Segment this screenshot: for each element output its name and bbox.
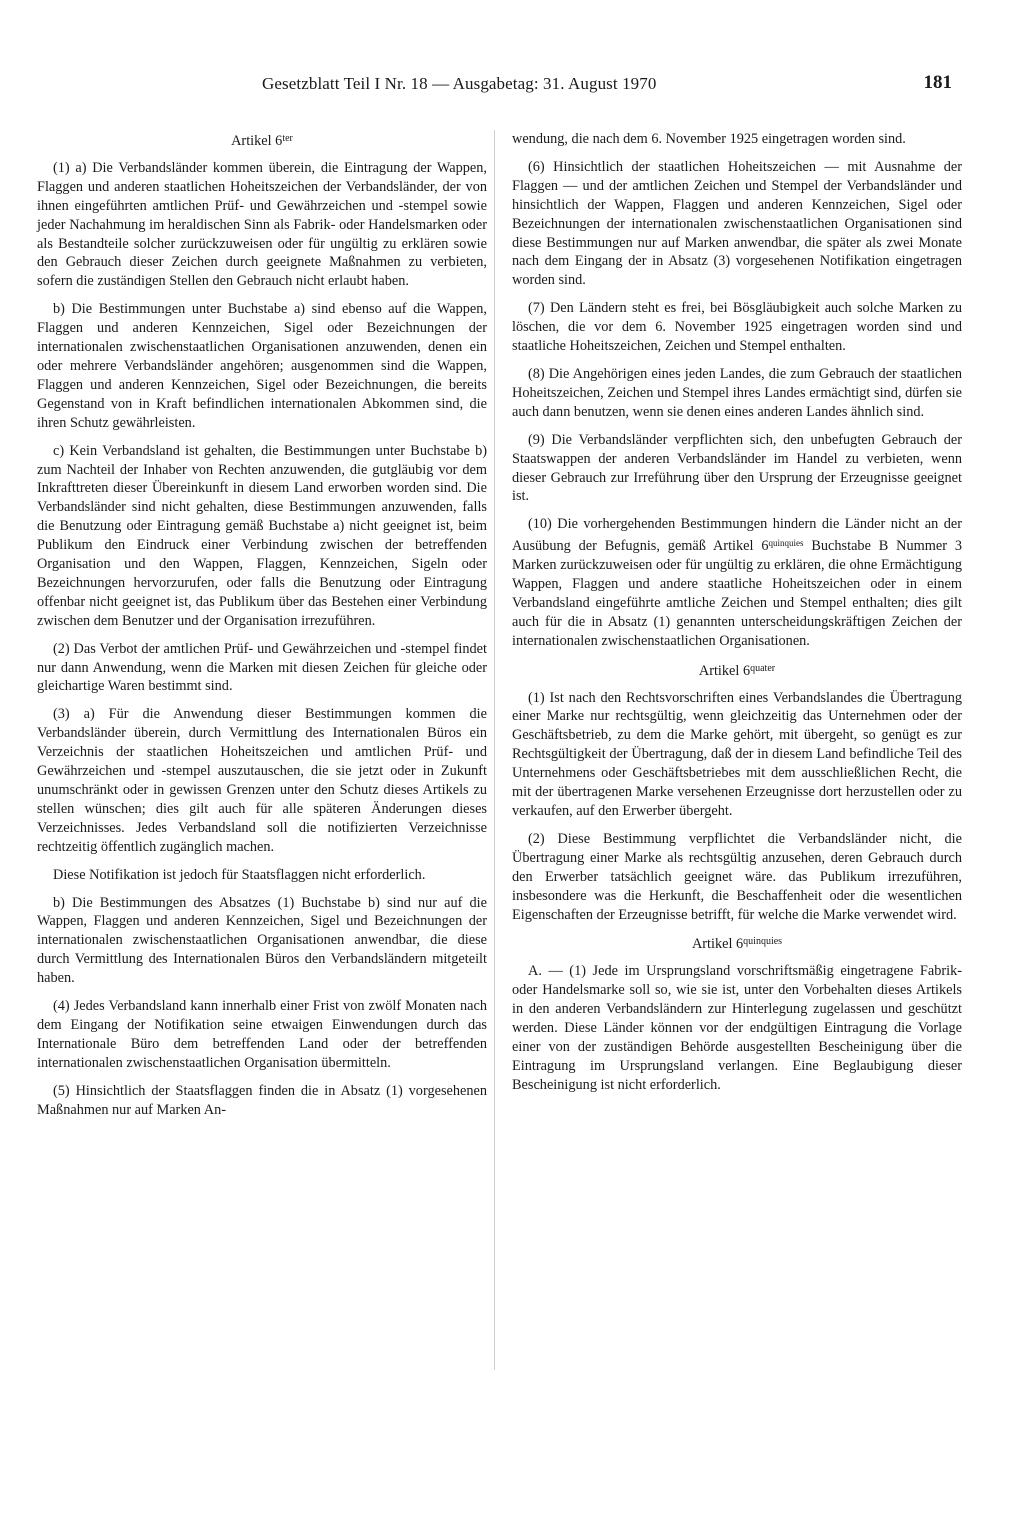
paragraph: b) Die Bestimmungen unter Buchstabe a) sind ebenso auf die Wappen, Flaggen und anderen Kennzeichen, Sigel oder Bezeichnungen der internationalen zwischenstaatlichen Organisationen anzuwenden, denen ein oder mehrere Verbandsländer angehören; ausgenommen sind die Wappen, Flaggen und anderen Kennzeichen, Sigel oder Bezeichnungen, die bereits Gegenstand von in Kraft befindlichen internationalen Abkommen sind, die ihren Schutz gewährleisten.: [37, 301, 487, 431]
paragraph: (2) Das Verbot der amtlichen Prüf- und Gewährzeichen und -stempel findet nur dann Anwendung, wenn die Marken mit diesen Zeichen für gleiche oder gleichartige Waren bestimmt sind.: [37, 640, 487, 695]
article-heading-text: Artikel 6: [698, 662, 751, 679]
left-column: [37, 130, 487, 1129]
paragraph: (1) Ist nach den Rechtsvorschriften eines Verbandslandes die Übertragung einer Marke nur rechtsgültig, wenn gleichzeitig das Unternehmen oder der Geschäftsbetrieb, zu dem die Marke gehört, mit übergeht, so genügt es zur Rechtsgültigkeit der Übertragung, daß der in diesem Land befindliche Teil des Unternehmens oder Geschäftsbetriebes mit dem ausschließlichen Recht, die mit der übertragenen Marke versehenen Erzeugnisse dort herzustellen oder zu verkaufen, auf den Erwerber übergeht.: [512, 689, 962, 819]
article-heading-text: Artikel 6: [231, 133, 283, 149]
page-header: [0, 0, 1024, 100]
article-heading-6quater: [512, 660, 962, 681]
paragraph: (1) a) Die Verbandsländer kommen überein, die Eintragung der Wappen, Flaggen und anderen staatlichen Hoheitszeichen der Verbandsländer, der von ihnen eingeführten amtlichen Prüf- und Gewährzeichen und -stempel sowie jeder Nachahmung im heraldischen Sinn als Fabrik- oder Handelsmarken oder als Bestandteile solcher zurückzuweisen oder für ungültig zu erklären sowie den Gebrauch dieser Zeichen durch geeignete Maßnahmen zu verbieten, sofern die zuständigen Stellen den Gebrauch nicht erlaubt haben.: [37, 159, 487, 290]
paragraph: A. — (1) Jede im Ursprungsland vorschriftsmäßig eingetragene Fabrik- oder Handelsmarke soll so, wie sie ist, unter den Vorbehalten dieses Artikels in den anderen Verbandsländern zur Hinterlegung zugelassen und geschützt werden. Diese Länder können vor der endgültigen Eintragung die Vorlage einer von der zuständigen Behörde ausgestellten Bescheinigung über die Eintragung im Ursprungsland verlangen. Eine Beglaubigung dieser Bescheinigung ist nicht erforderlich.: [512, 963, 962, 1093]
paragraph: (7) Den Ländern steht es frei, bei Bösgläubigkeit auch solche Marken zu löschen, die vor dem 6. November 1925 eingetragen worden sind und staatliche Hoheitszeichen, Zeichen und Stempel enthalten.: [512, 300, 962, 355]
article-heading-suffix: quater: [750, 662, 776, 674]
paragraph: (2) Diese Bestimmung verpflichtet die Verbandsländer nicht, die Übertragung einer Marke als rechtsgültig anzusehen, deren Gebrauch durch den Erwerber tatsächlich geeignet wäre. das Publikum irrezuführen, insbesondere was die Herkunft, die Beschaffenheit oder die wesentlichen Eigenschaften der Erzeugnisse betrifft, für welche die Marke verwendet wird.: [512, 830, 962, 923]
article-heading-6quinquies: [512, 933, 962, 954]
paragraph-continuation: wendung, die nach dem 6. November 1925 eingetragen worden sind.: [512, 131, 906, 147]
paragraph: Diese Notifikation ist jedoch für Staatsflaggen nicht erforderlich.: [53, 866, 426, 883]
paragraph: (9) Die Verbandsländer verpflichten sich, den unbefugten Gebrauch der Staatswappen der anderen Verbandsländer im Handel zu verbieten, wenn dieser Gebrauch zur Irreführung über den Ursprung der Erzeugnisse geeignet ist.: [512, 431, 962, 505]
paragraph-10: [512, 515, 962, 650]
page-number: 181: [923, 72, 952, 93]
paragraph: c) Kein Verbandsland ist gehalten, die Bestimmungen unter Buchstabe b) zum Nachteil der Inhaber von Rechten anzuwenden, die gutgläubig vor dem Inkrafttreten dieser Übereinkunft in diesem Land erworben worden sind. Die Verbandsländer sind nicht gehalten, diese Bestimmungen anzuwenden, falls die Benutzung oder Eintragung gemäß Buchstabe a) nicht geeignet ist, beim Publikum den Eindruck einer Verbindung zwischen der betreffenden Organisation und den Wappen, Flaggen, Kennzeichen, Sigeln oder Bezeichnungen hervorzurufen, oder falls die Benutzung oder Eintragung offenbar nicht geeignet ist, das Publikum über das Bestehen einer Verbindung zwischen dem Benutzer und der Organisation irrezuführen.: [37, 442, 487, 629]
article-suffix: quinquies: [768, 538, 804, 549]
article-heading-text: Artikel 6: [691, 936, 744, 953]
paragraph: (5) Hinsichtlich der Staatsflaggen finden die in Absatz (1) vorgesehenen Maßnahmen nur auf Marken An-: [37, 1082, 487, 1118]
paragraph: (8) Die Angehörigen eines jeden Landes, die zum Gebrauch der staatlichen Hoheitszeichen, Zeichen und Stempel ihres Landes ermächtigt sind, dürfen sie auch dann benutzen, wenn sie denen eines anderen Landes ähnlich sind.: [512, 365, 962, 420]
paragraph: (4) Jedes Verbandsland kann innerhalb einer Frist von zwölf Monaten nach dem Eingang der Notifikation seine etwaigen Einwendungen durch das Internationale Büro dem betreffenden Land oder der betreffenden internationalen zwischenstaatlichen Organisation übermitteln.: [37, 998, 487, 1071]
header-title: Gesetzblatt Teil I Nr. 18 — Ausgabetag: 31. August 1970: [262, 74, 657, 93]
article-heading-suffix: quinquies: [743, 936, 783, 948]
paragraph: (3) a) Für die Anwendung dieser Bestimmungen kommen die Verbandsländer überein, durch Vermittlung des Internationalen Büros ein Verzeichnis der staatlichen Hoheitszeichen und amtlichen Prüf- und Gewährzeichen und -stempel auszutauschen, die sie jetzt oder in Zukunft unumschränkt oder in gewissen Grenzen unter den Schutz dieses Artikels zu stellen wünschen; dies gilt auch für alle späteren Änderungen dieses Verzeichnisses. Jedes Verbandsland soll die notifizierten Verzeichnisse rechtzeitig öffentlich zugänglich machen.: [37, 706, 487, 855]
right-column: [512, 130, 962, 1104]
paragraph: (6) Hinsichtlich der staatlichen Hoheitszeichen — mit Ausnahme der Flaggen — und der amtlichen Zeichen und Stempel der Verbandsländer und hinsichtlich der Wappen, Flaggen und anderen Kennzeichen, Sigel oder Bezeichnungen der internationalen zwischenstaatlichen Organisationen sind diese Bestimmungen nur auf Marken anwendbar, die später als zwei Monate nach dem Eingang der in Absatz (3) vorgesehenen Notifikation eingetragen worden sind.: [512, 158, 962, 289]
article-heading-6ter: [37, 130, 487, 151]
column-divider: [494, 130, 495, 1370]
paragraph-text: Buchstabe B Nummer 3 Marken zurückzuweisen oder für ungültig zu erklären, die ohne Ermächtigung Wappen, Flaggen und andere staatliche Hoheitszeichen oder in einem Verbandsland eingeführte amtliche Zeichen und Stempel enthalten; dies gilt auch für die in Absatz (1) genannten unterscheidungskräftigen Zeichen der internationalen zwischenstaatlichen Organisationen.: [512, 538, 962, 649]
paragraph: b) Die Bestimmungen des Absatzes (1) Buchstabe b) sind nur auf die Wappen, Flaggen und anderen Kennzeichen, Sigel und Bezeichnungen der internationalen zwischenstaatlichen Organisationen anwendbar, die diese durch Vermittlung des Internationalen Büros den Verbandsländern mitgeteilt haben.: [37, 894, 487, 987]
paragraph-text: (10) Die vorhergehenden Bestimmungen hindern die Länder nicht an der Ausübung der Befugnis, gemäß Artikel 6: [512, 516, 962, 555]
article-heading-suffix: ter: [282, 133, 293, 144]
